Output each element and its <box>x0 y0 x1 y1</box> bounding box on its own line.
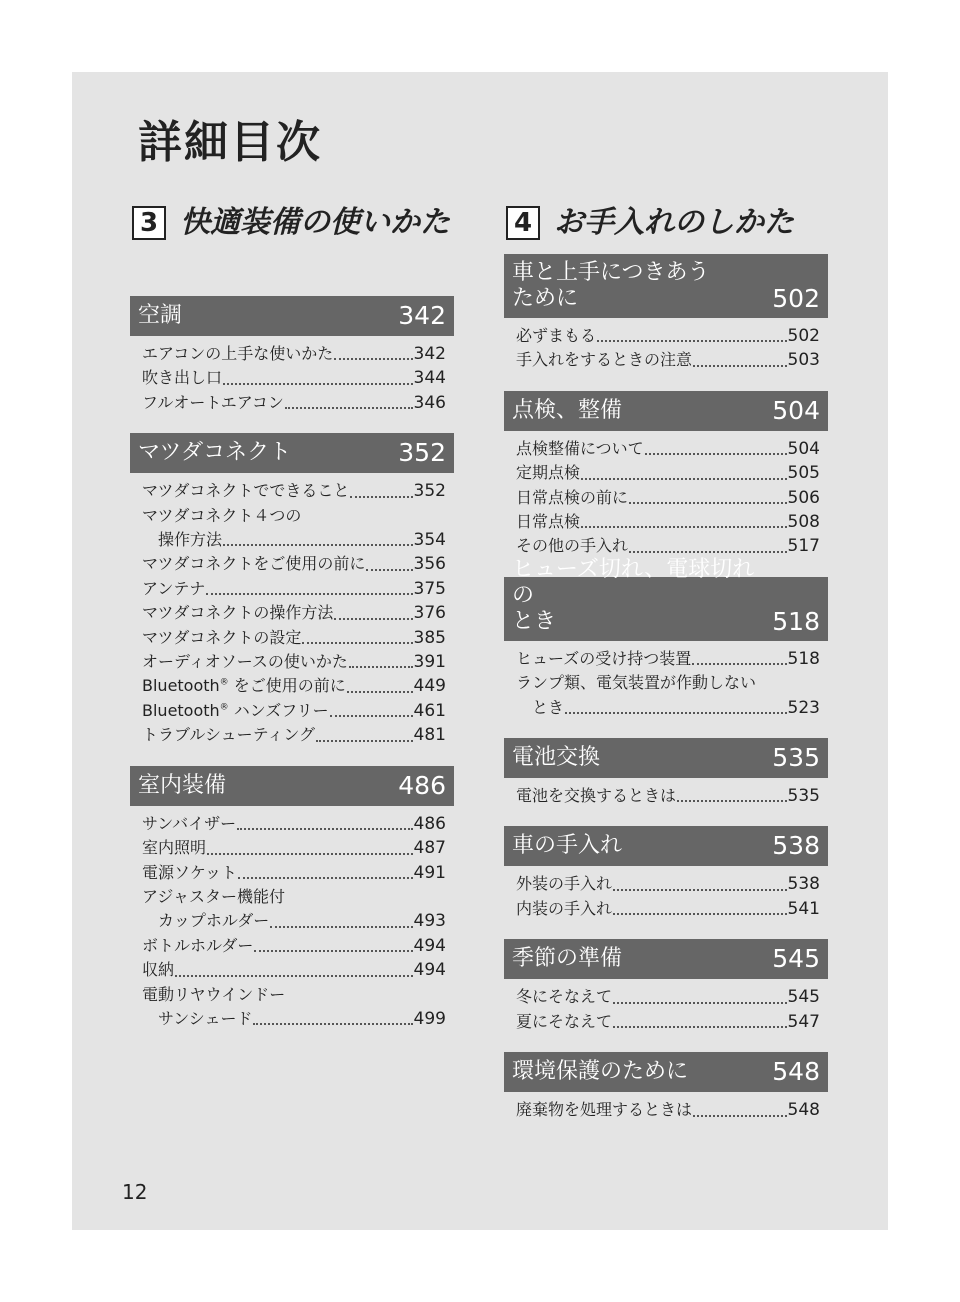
entry-title: 吹き出し口 <box>142 368 223 388</box>
entry-page: 503 <box>787 350 820 371</box>
dot-leader <box>613 889 787 891</box>
chapter-header <box>504 204 828 254</box>
section-header[interactable] <box>130 766 454 806</box>
entry-title: マツダコネクトをご使用の前に <box>142 554 366 574</box>
chapter-3-column <box>130 204 454 1031</box>
section-page: 342 <box>398 301 446 330</box>
section-name-line2: とき <box>512 608 557 634</box>
entry-list <box>504 641 828 720</box>
entry-title: 電池を交換するときは <box>516 786 677 806</box>
entry-title: 点検整備について <box>516 438 644 458</box>
entry-list <box>130 806 454 1032</box>
section-list <box>504 254 828 1123</box>
entry-title: 夏にそなえて <box>516 1011 613 1031</box>
entry-page: 481 <box>413 725 446 746</box>
entry-title: 定期点検 <box>516 463 581 483</box>
dot-leader <box>613 913 787 915</box>
section-name <box>512 557 772 635</box>
entry-title: アンテナ <box>142 578 206 598</box>
dot-leader <box>253 1023 412 1025</box>
dot-leader <box>316 740 413 742</box>
dot-leader <box>613 1026 787 1028</box>
toc-entry[interactable] <box>142 342 446 366</box>
section-header[interactable] <box>504 939 828 979</box>
entry-page: 538 <box>787 874 820 895</box>
entry-title-line: マツダコネクト４つの <box>142 505 302 525</box>
toc-entry[interactable] <box>516 510 820 534</box>
entry-title-line: ランプ類、電気装置が作動しない <box>516 673 757 693</box>
dot-leader <box>237 828 412 830</box>
section-header[interactable] <box>130 296 454 336</box>
toc-entry[interactable] <box>142 528 446 552</box>
section-header[interactable] <box>504 1052 828 1092</box>
entry-page: 505 <box>787 463 820 484</box>
entry-page: 346 <box>413 392 446 413</box>
section-header[interactable] <box>504 738 828 778</box>
page-number: 12 <box>122 1180 148 1204</box>
entry-title: エアコンの上手な使いかた <box>142 344 334 363</box>
toc-entry[interactable] <box>516 348 820 372</box>
toc-entry[interactable] <box>516 897 820 921</box>
dot-leader <box>270 926 412 928</box>
entry-title: 室内照明 <box>142 838 207 858</box>
dot-leader <box>347 691 413 693</box>
entry-page: 545 <box>787 987 820 1008</box>
dot-leader <box>581 478 787 480</box>
entry-page: 508 <box>787 512 820 533</box>
toc-entry[interactable] <box>142 909 446 933</box>
toc-entry[interactable] <box>516 461 820 485</box>
entry-title: ヒューズの受け持つ装置 <box>516 648 692 668</box>
dot-leader <box>254 950 412 952</box>
entry-page: 344 <box>413 368 446 389</box>
toc-entry[interactable] <box>516 534 820 558</box>
section-page: 504 <box>772 395 820 425</box>
dot-leader <box>693 1115 787 1117</box>
entry-page: 502 <box>787 326 820 346</box>
entry-page: 494 <box>413 935 446 956</box>
toc-entry[interactable] <box>142 812 446 836</box>
entry-page: 506 <box>787 487 820 508</box>
entry-title: サンバイザー <box>142 813 237 833</box>
toc-entry[interactable] <box>516 696 820 720</box>
toc-entry[interactable] <box>142 836 446 860</box>
toc-entry[interactable] <box>516 784 820 808</box>
entry-title: フルオートエアコン <box>142 392 284 412</box>
toc-entry[interactable] <box>142 626 446 650</box>
dot-leader <box>285 407 413 409</box>
section-page: 486 <box>398 770 446 800</box>
dot-leader <box>366 569 412 571</box>
entry-title-line: 電動リヤウインドー <box>142 984 286 1004</box>
section-page: 538 <box>772 831 820 861</box>
entry-list <box>504 866 828 921</box>
entry-title: 収納 <box>142 960 175 980</box>
entry-title: Bluetooth® をご使用の前に <box>142 676 346 696</box>
entry-page: 354 <box>413 530 446 551</box>
toc-entry[interactable] <box>142 1007 446 1031</box>
chapter-4-column <box>504 204 828 1123</box>
entry-list <box>504 431 828 559</box>
entry-page: 486 <box>413 813 446 834</box>
section-header[interactable] <box>130 433 454 473</box>
section-page: 545 <box>772 944 820 974</box>
toc-entry[interactable] <box>142 861 446 885</box>
entry-page: 449 <box>413 676 446 697</box>
dot-leader <box>581 526 787 528</box>
entry-page: 487 <box>413 838 446 859</box>
toc-entry[interactable] <box>516 1098 820 1122</box>
toc-entry[interactable] <box>516 872 820 896</box>
section-name: 車の手入れ <box>512 833 623 859</box>
entry-page: 391 <box>413 652 446 673</box>
section-header[interactable] <box>504 826 828 866</box>
toc-page <box>72 72 888 1230</box>
entry-title-line: アジャスター機能付 <box>142 886 286 906</box>
chapter-number: 4 <box>506 206 540 240</box>
entry-page: 548 <box>787 1100 820 1121</box>
section-name: 電池交換 <box>512 745 601 771</box>
toc-entry[interactable] <box>516 647 820 671</box>
chapter-title: 快適装備の使いかた <box>180 205 450 240</box>
chapter-header <box>130 204 454 296</box>
section-page: 535 <box>772 743 820 773</box>
entry-page: 493 <box>413 911 446 932</box>
entry-list <box>504 1092 828 1122</box>
toc-entry[interactable] <box>142 366 446 390</box>
entry-title: ボトルホルダー <box>142 935 254 955</box>
toc-entry[interactable] <box>142 934 446 958</box>
entry-title: 日常点検の前に <box>516 487 629 507</box>
dot-leader <box>692 663 786 665</box>
dot-leader <box>223 383 413 385</box>
entry-page: 375 <box>413 578 446 599</box>
entry-title: トラブルシューティング <box>142 725 316 745</box>
entry-title: カップホルダー <box>158 911 270 931</box>
toc-entry[interactable] <box>516 985 820 1009</box>
dot-leader <box>565 712 787 714</box>
entry-title: マツダコネクトでできること <box>142 481 350 501</box>
entry-title: 電源ソケット <box>142 862 238 882</box>
entry-title: 必ずまもる <box>516 326 597 345</box>
dot-leader <box>334 358 412 360</box>
section-name-line1: ヒューズ切れ、電球切れの <box>512 556 755 608</box>
dot-leader <box>597 340 787 342</box>
entry-title: その他の手入れ <box>516 536 629 556</box>
section-header[interactable] <box>504 254 828 318</box>
section-name: 空調 <box>138 303 183 328</box>
chapter-title: お手入れのしかた <box>554 205 794 240</box>
chapter-number: 3 <box>132 206 166 240</box>
section-page: 548 <box>772 1057 820 1087</box>
entry-page: 547 <box>787 1011 820 1032</box>
entry-title: マツダコネクトの操作方法 <box>142 603 334 623</box>
entry-title: 外装の手入れ <box>516 874 613 894</box>
section-page: 352 <box>398 438 446 468</box>
dot-leader <box>206 593 412 595</box>
entry-page: 352 <box>413 481 446 502</box>
dot-leader <box>302 642 412 644</box>
section-header[interactable] <box>504 391 828 431</box>
toc-entry[interactable] <box>142 650 446 674</box>
entry-title: サンシェード <box>158 1008 253 1028</box>
entry-page: 491 <box>413 862 446 883</box>
toc-entry[interactable] <box>142 674 446 698</box>
toc-entry[interactable] <box>142 577 446 601</box>
entry-title: 日常点検 <box>516 512 581 532</box>
entry-page: 385 <box>413 627 446 648</box>
section-name: 室内装備 <box>138 772 227 798</box>
dot-leader <box>677 800 787 802</box>
entry-page: 504 <box>787 438 820 459</box>
dot-leader <box>223 544 413 546</box>
toc-entry[interactable] <box>142 958 446 982</box>
entry-title: 廃棄物を処理するときは <box>516 1100 693 1120</box>
entry-page: 517 <box>787 536 820 557</box>
entry-page: 518 <box>787 648 820 669</box>
toc-entry[interactable] <box>516 437 820 461</box>
section-name: マツダコネクト <box>138 440 292 466</box>
registered-mark: ® <box>219 702 229 713</box>
dot-leader <box>629 551 787 553</box>
dot-leader <box>349 666 413 668</box>
toc-entry[interactable] <box>142 699 446 723</box>
dot-leader <box>350 496 412 498</box>
entry-title: 冬にそなえて <box>516 987 613 1007</box>
section-page: 518 <box>772 606 820 636</box>
entry-title: とき <box>532 697 565 717</box>
dot-leader <box>693 365 787 367</box>
entry-list <box>130 336 454 415</box>
section-list <box>130 296 454 1031</box>
dot-leader <box>207 853 413 855</box>
toc-entry[interactable] <box>516 1010 820 1034</box>
toc-entry[interactable] <box>142 723 446 747</box>
section-page: 502 <box>772 284 820 313</box>
section-name: 環境保護のために <box>512 1059 689 1085</box>
section-name: 季節の準備 <box>512 946 623 972</box>
dot-leader <box>613 1002 787 1004</box>
entry-list <box>504 979 828 1034</box>
entry-list <box>504 778 828 808</box>
entry-page: 461 <box>413 700 446 721</box>
entry-page: 523 <box>787 697 820 718</box>
entry-page: 535 <box>787 786 820 807</box>
entry-title: オーディオソースの使いかた <box>142 652 348 672</box>
entry-page: 494 <box>413 960 446 981</box>
toc-entry[interactable] <box>142 391 446 415</box>
entry-list <box>130 473 454 747</box>
entry-page: 356 <box>413 554 446 575</box>
entry-page: 376 <box>413 603 446 624</box>
entry-page: 541 <box>787 898 820 919</box>
entry-title: 操作方法 <box>158 530 223 550</box>
dot-leader <box>238 877 413 879</box>
toc-entry[interactable] <box>516 486 820 510</box>
toc-entry[interactable] <box>142 552 446 576</box>
dot-leader <box>330 715 413 717</box>
dot-leader <box>334 618 412 620</box>
toc-entry[interactable] <box>142 479 446 503</box>
entry-page: 342 <box>413 344 446 364</box>
page-title: 詳細目次 <box>138 117 322 168</box>
section-name-line2: ために <box>512 286 579 311</box>
section-name-line1: 車と上手につきあう <box>512 260 710 285</box>
dot-leader <box>645 453 787 455</box>
section-header[interactable] <box>504 556 828 641</box>
entry-title: 手入れをするときの注意 <box>516 350 693 370</box>
entry-title: マツダコネクトの設定 <box>142 627 302 647</box>
entry-list <box>504 318 828 373</box>
registered-mark: ® <box>219 678 229 689</box>
section-name: 点検、整備 <box>512 397 623 423</box>
toc-entry[interactable] <box>142 601 446 625</box>
entry-title: Bluetooth® ハンズフリー <box>142 700 329 720</box>
dot-leader <box>175 975 413 977</box>
section-name <box>512 260 710 312</box>
entry-title: 内装の手入れ <box>516 898 613 918</box>
dot-leader <box>629 502 787 504</box>
toc-entry[interactable] <box>516 324 820 348</box>
entry-page: 499 <box>413 1008 446 1029</box>
